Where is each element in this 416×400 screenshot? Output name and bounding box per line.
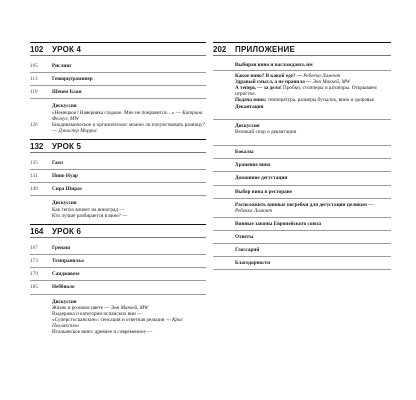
toc-right-column — [213, 42, 391, 270]
entry-title: Выдержка и категории испанских вин — — [52, 311, 143, 318]
section-page-number: 102 — [30, 44, 44, 54]
toc-entry[interactable] — [30, 110, 206, 122]
entry-title: Здравый смысл, а не правила — Энн Маккей, MW — [235, 79, 351, 86]
entry-title: Гевюрцтраминер — [52, 76, 93, 83]
entry-title: Рислинг — [52, 63, 72, 69]
entry-title: Хранение вина — [235, 162, 271, 169]
entry-title: Декантация — [235, 103, 264, 110]
entry-title: Неббиоло — [52, 284, 75, 291]
entry-title: Темпранильо — [52, 258, 84, 265]
discussion-label: Дискуссия — [52, 200, 77, 207]
toc-entry[interactable] — [30, 183, 206, 195]
toc-entry[interactable] — [30, 255, 206, 267]
toc-entry[interactable] — [30, 157, 206, 169]
discussion-block — [30, 99, 206, 134]
toc-entry[interactable] — [213, 159, 391, 171]
entry-title: Великий спор о декантации — [235, 129, 297, 136]
section-title: УРОК 6 — [52, 226, 82, 236]
entry-title: «Немецкое? Наверняка сладкое. Мне не понравится…» — Катрина Фелоуз, MW — [52, 109, 203, 122]
entry-title: Гренаш — [52, 245, 71, 252]
entry-title: Кто лучше разбирается в вине? — — [52, 213, 128, 220]
discussion-label: Дискуссия — [52, 298, 77, 305]
entry-page: 173 — [30, 258, 38, 265]
entry-title: Пино Нуар — [52, 173, 78, 180]
toc-entry[interactable] — [213, 244, 391, 256]
toc-entry[interactable] — [30, 329, 206, 335]
toc-entry[interactable] — [213, 199, 391, 217]
toc-entry[interactable] — [30, 122, 206, 134]
entry-title: Гамэ — [52, 160, 64, 167]
entry-title: Винные законы Европейского союза — [235, 220, 322, 227]
entry-title: Выбирая вино и наслаждаясь им — [235, 62, 313, 68]
entry-title: Благодарности — [235, 260, 271, 267]
section-page-number: 164 — [30, 226, 44, 236]
toc-entry[interactable] — [213, 231, 391, 243]
toc-entry[interactable] — [30, 268, 206, 280]
entry-page: 149 — [30, 186, 38, 193]
entry-title: Биодинамическое и органическое: можно ли почувствовать разницу? — Джаспер Моррис — [52, 121, 205, 135]
toc-entry[interactable] — [213, 60, 391, 68]
section-page-number: 132 — [30, 141, 44, 151]
toc-entry[interactable] — [30, 213, 206, 219]
entry-page: 105 — [30, 63, 38, 69]
section-title: УРОК 4 — [52, 44, 82, 54]
entry-title: Расположить винные погребки для дегустации целиком — Ребекка Ламонт — [235, 201, 374, 214]
toc-entry[interactable] — [30, 242, 206, 254]
entry-page: 113 — [30, 76, 38, 83]
discussion-block — [30, 196, 206, 219]
section-page-number: 202 — [213, 44, 227, 54]
entry-title: Шенен Блан — [52, 89, 82, 96]
toc-entry[interactable] — [30, 317, 206, 329]
toc-entry[interactable] — [30, 73, 206, 85]
entry-title: Сира Шираз — [52, 186, 82, 193]
entry-page: 167 — [30, 245, 38, 252]
toc-entry[interactable] — [213, 172, 391, 184]
entry-title: Бокалы — [235, 149, 254, 156]
entry-title: Жизнь в розовом цвете — Энн Маккей, MW — [52, 305, 149, 311]
discussion-label: Дискуссия — [235, 122, 260, 129]
entry-page: 179 — [30, 271, 38, 278]
entry-title: Итальянское вино: древнее и современное — — [52, 329, 153, 336]
section-title: ПРИЛОЖЕНИЕ — [235, 44, 295, 54]
entry-title: А теперь — за дело! Пробки, стопперы и штопоры. Открываем игристое. — [235, 85, 377, 98]
toc-entry[interactable] — [213, 104, 391, 110]
entry-title: Выбор вина в ресторане — [235, 188, 292, 195]
toc-section-header — [30, 224, 206, 238]
entry-title: Санджовезе — [52, 271, 80, 278]
entry-title: Подача вина: температура, размеры бутылок, вино и здоровье — [235, 97, 375, 104]
toc-entry[interactable] — [30, 86, 206, 98]
toc-entry[interactable] — [30, 170, 206, 182]
entry-page: 135 — [30, 160, 38, 167]
toc-entry[interactable] — [213, 218, 391, 230]
toc-section-header — [213, 42, 391, 56]
toc-entry[interactable] — [213, 146, 391, 158]
toc-entry[interactable] — [213, 186, 391, 198]
toc-left-column — [30, 42, 206, 335]
discussion-block — [213, 110, 391, 136]
section-title: УРОК 5 — [52, 141, 82, 151]
entry-title: Какое вино? В какой еде? — Ребекка Ламонт — [235, 73, 341, 80]
entry-title: Как тепло влияет на виноград — — [52, 206, 125, 213]
toc-section-header — [30, 139, 206, 153]
discussion-block — [30, 295, 206, 336]
toc-section-header — [30, 42, 206, 56]
entry-page: 126 — [30, 121, 38, 128]
toc-entry[interactable] — [30, 281, 206, 293]
entry-page: 119 — [30, 89, 38, 96]
entry-page: 185 — [30, 284, 38, 291]
toc-entry[interactable] — [30, 60, 206, 72]
toc-entry[interactable] — [213, 257, 391, 269]
entry-title: Домашние дегустации — [235, 175, 288, 182]
entry-title: «Суперстосканские»: сенсация и ответная реакция — Крис Поллакстон — [52, 317, 183, 330]
entry-title: Глоссарий — [235, 247, 260, 253]
entry-title: Ответы — [235, 233, 254, 240]
toc-entry[interactable] — [213, 85, 391, 97]
toc-entry[interactable] — [213, 129, 391, 135]
entry-page: 141 — [30, 173, 38, 180]
discussion-label: Дискуссия — [52, 103, 77, 110]
